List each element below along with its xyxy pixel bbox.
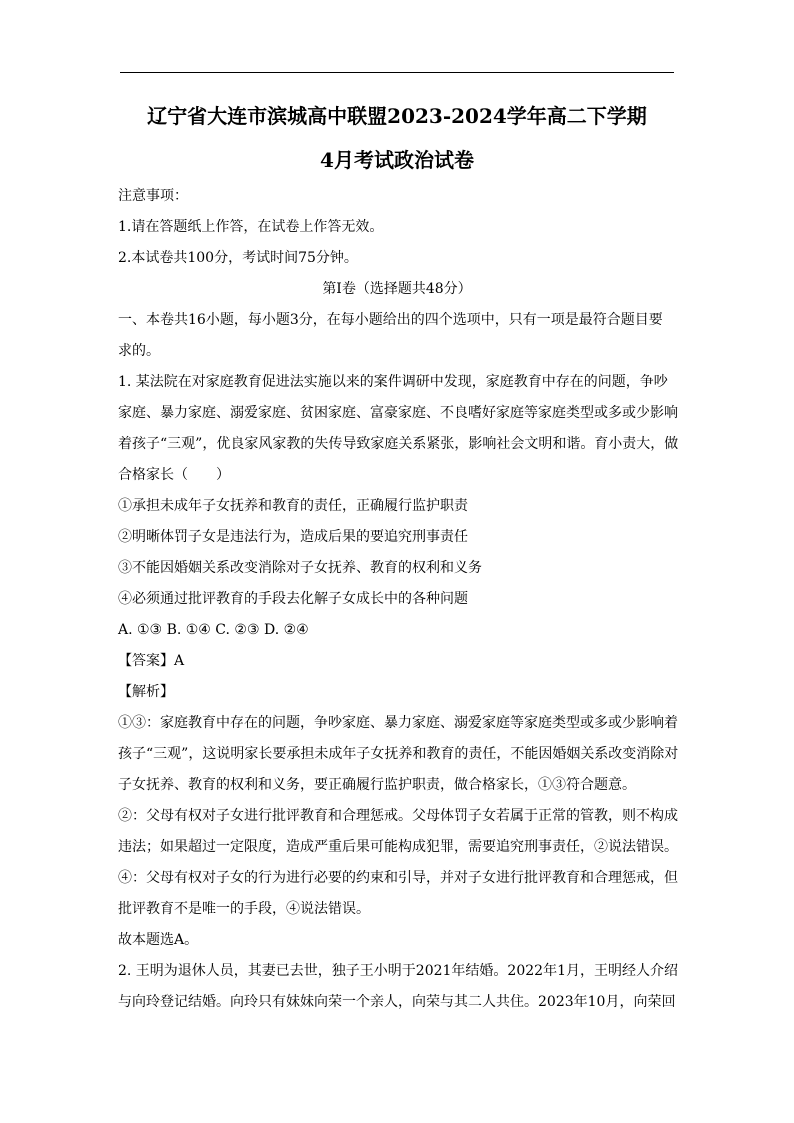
analysis-line: ②：父母有权对子女进行批评教育和合理惩戒。父母体罚子女若属于正常的管教，则不构成: [118, 808, 678, 824]
question-stem-line: 着孩子“三观”，优良家风家教的失传导致家庭关系紧张，影响社会文明和谐。育小责大，做: [118, 436, 679, 452]
question-option: ②明晰体罚子女是违法行为，造成后果的要追究刑事责任: [118, 529, 468, 545]
section-instruction-line: 一、本卷共16小题，每小题3分，在每小题给出的四个选项中，只有一项是最符合题目要: [118, 312, 663, 328]
question-option: ①承担未成年子女抚养和教育的责任，正确履行监护职责: [118, 498, 468, 514]
question-stem-line: 家庭、暴力家庭、溺爱家庭、贫困家庭、富豪家庭、不良嗜好家庭等家庭类型或多或少影响: [118, 405, 678, 421]
analysis-line: 孩子“三观”，这说明家长要承担未成年子女抚养和教育的责任，不能因婚姻关系改变消除对: [118, 746, 679, 762]
analysis-heading: 【解析】: [118, 684, 174, 700]
question-stem-line: 2. 王明为退休人员，其妻已去世，独子王小明于2021年结婚。2022年1月，王明经人介绍: [118, 963, 678, 979]
question-option: ④必须通过批评教育的手段去化解子女成长中的各种问题: [118, 591, 468, 607]
question-stem-line: 与向玲登记结婚。向玲只有妹妹向荣一个亲人，向荣与其二人共住。2023年10月，向荣回: [118, 994, 676, 1010]
analysis-line: 子女抚养、教育的权利和义务，要正确履行监护职责，做合格家长，①③符合题意。: [118, 777, 636, 793]
page-title-line-2: 4月考试政治试卷: [320, 148, 474, 172]
answer-label: 【答案】A: [118, 653, 185, 669]
analysis-line: 批评教育不是唯一的手段，④说法错误。: [118, 901, 370, 917]
question-stem-line: 合格家长（ ）: [118, 467, 230, 483]
question-stem-line: 1. 某法院在对家庭教育促进法实施以来的案件调研中发现，家庭教育中存在的问题，争吵: [118, 374, 668, 390]
analysis-line: ①③：家庭教育中存在的问题，争吵家庭、暴力家庭、溺爱家庭等家庭类型或多或少影响着: [118, 715, 678, 731]
analysis-line: 故本题选A。: [118, 932, 199, 948]
page-title-line-1: 辽宁省大连市滨城高中联盟2023-2024学年高二下学期: [147, 104, 647, 128]
section-title: 第I卷（选择题共48分）: [322, 281, 472, 297]
question-choices: A. ①③ B. ①④ C. ②③ D. ②④: [118, 622, 309, 638]
analysis-line: 违法；如果超过一定限度，造成严重后果可能构成犯罪，需要追究刑事责任，②说法错误。: [118, 839, 678, 855]
notice-heading: 注意事项：: [118, 188, 188, 204]
header-rule: [120, 72, 674, 73]
section-instruction-line: 求的。: [118, 343, 160, 359]
analysis-line: ④：父母有权对子女的行为进行必要的约束和引导，并对子女进行批评教育和合理惩戒，但: [118, 870, 678, 886]
notice-item: 1.请在答题纸上作答，在试卷上作答无效。: [118, 219, 384, 235]
notice-item: 2.本试卷共100分，考试时间75分钟。: [118, 250, 358, 266]
question-option: ③不能因婚姻关系改变消除对子女抚养、教育的权利和义务: [118, 560, 482, 576]
